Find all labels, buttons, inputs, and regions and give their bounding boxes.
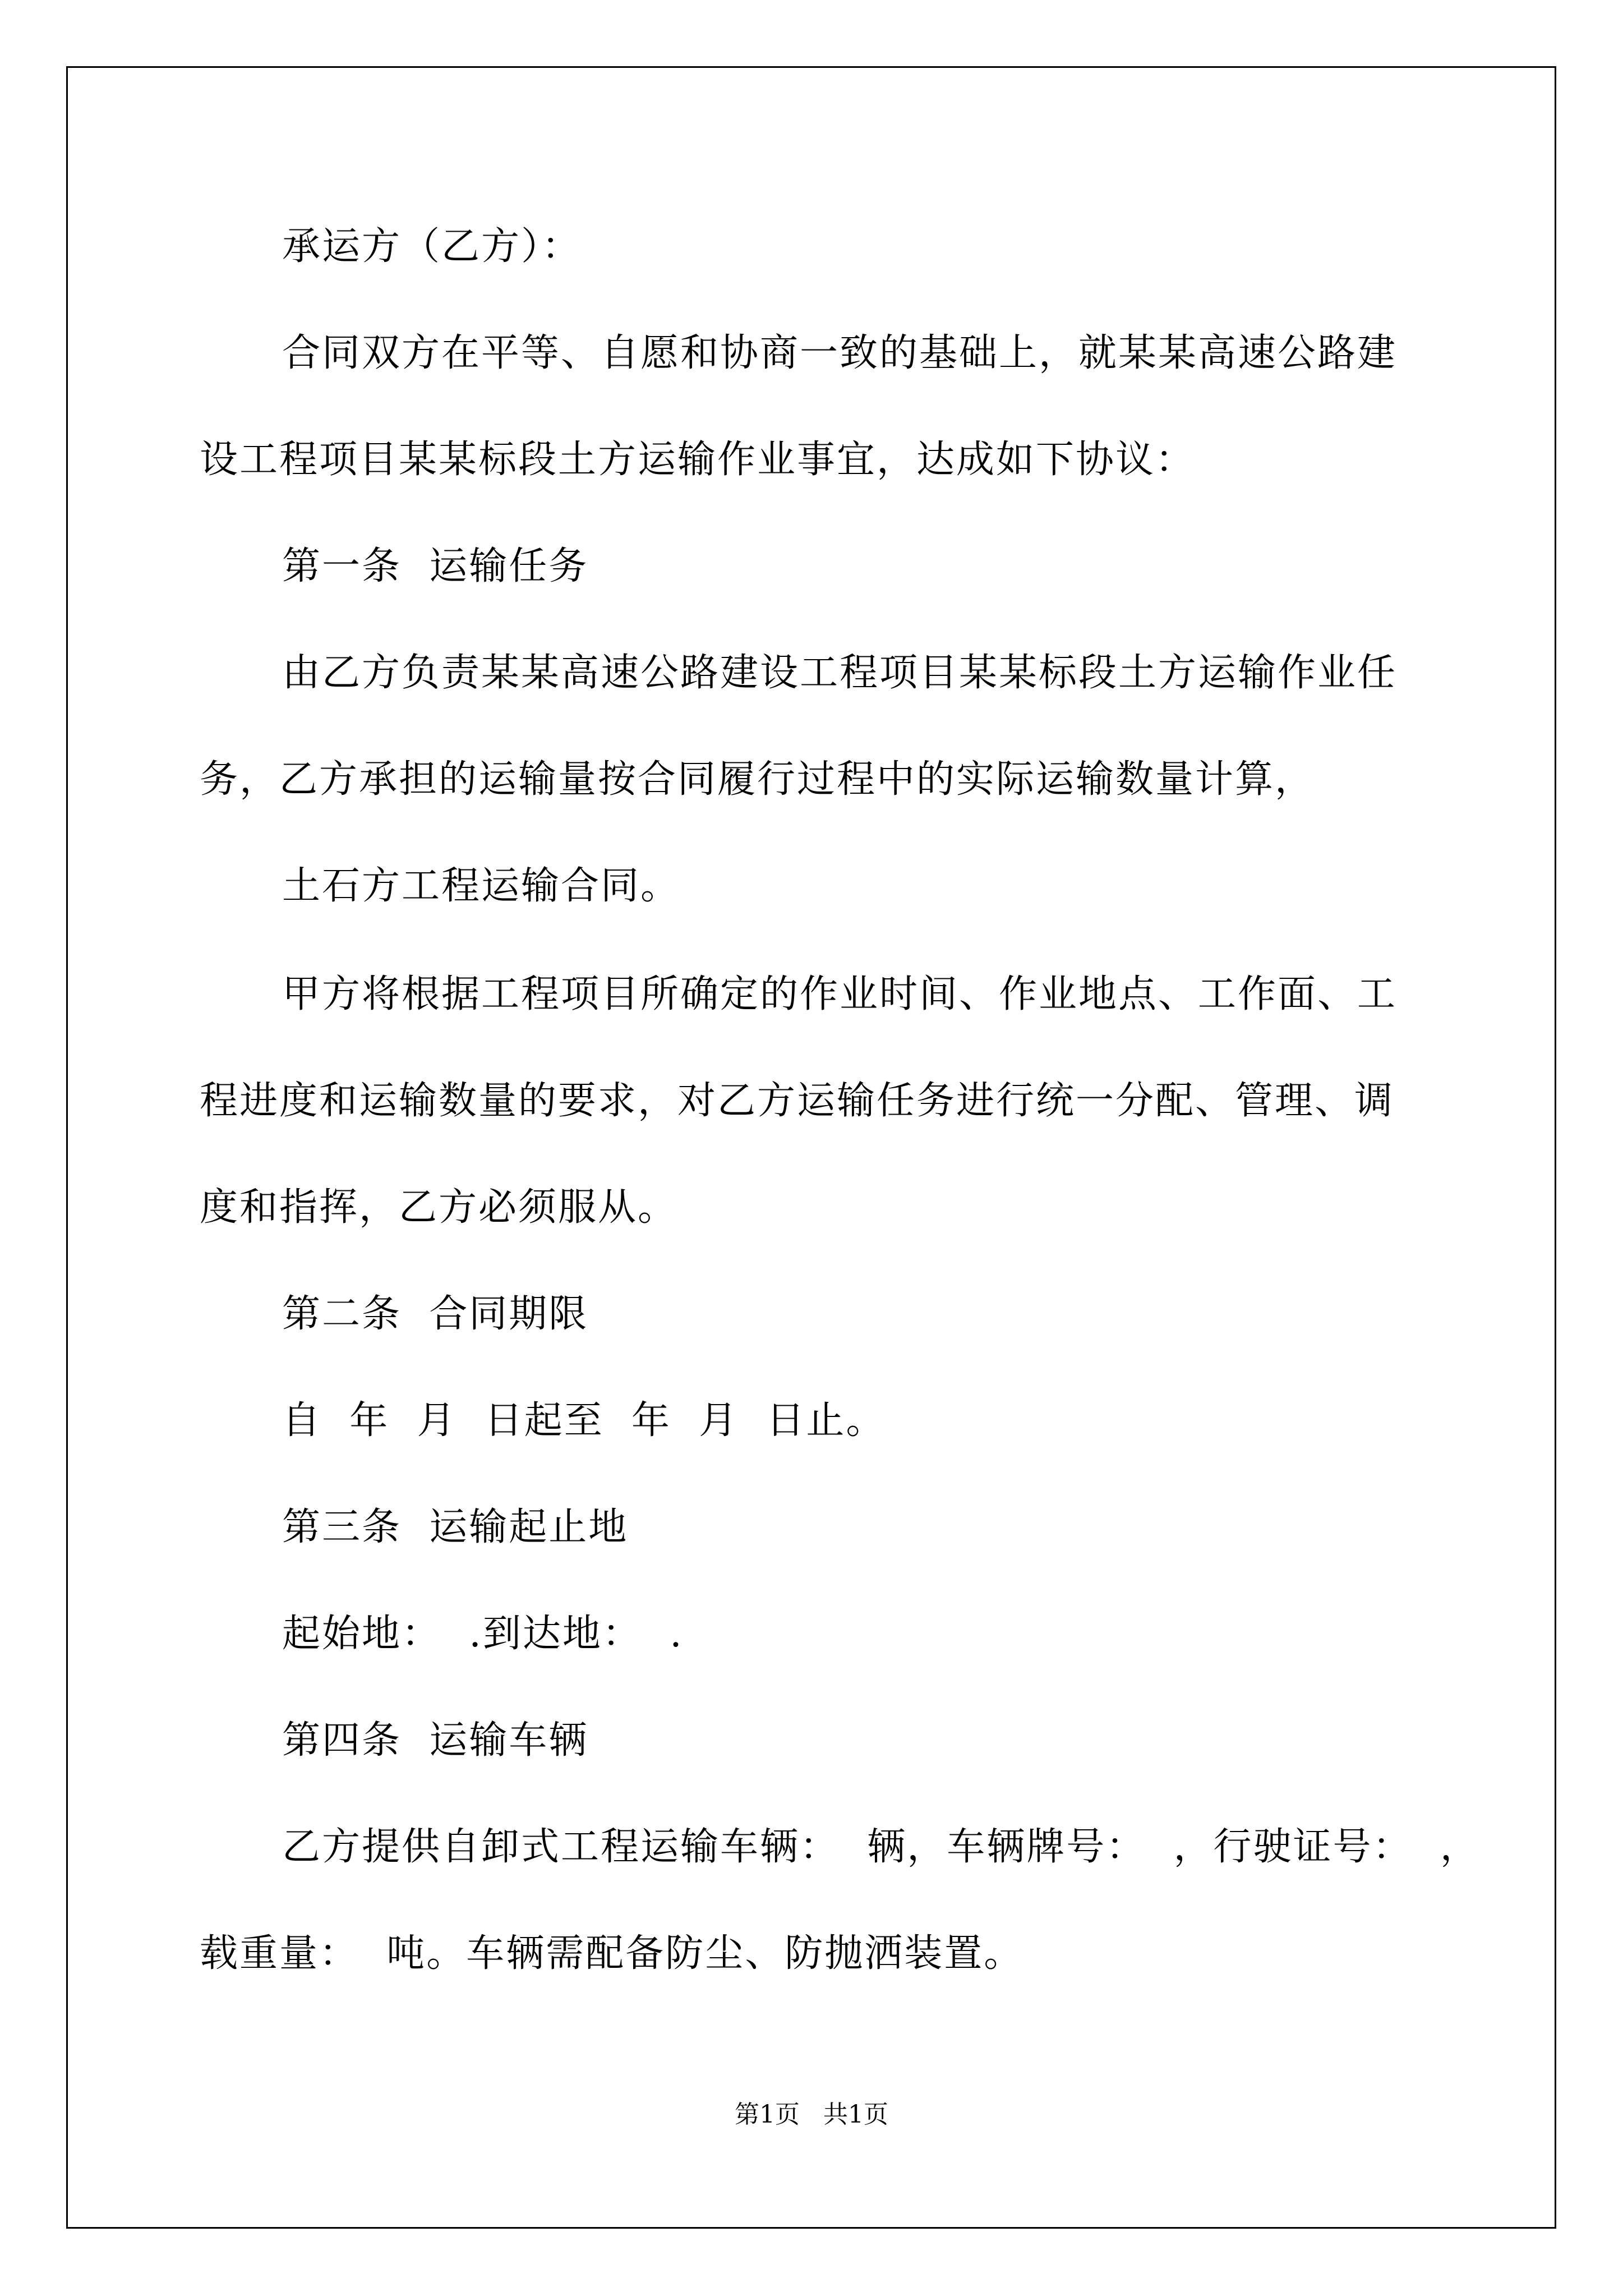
- paragraph-line: 由乙方负责某某高速公路建设工程项目某某标段土方运输作业任: [282, 651, 1398, 695]
- paragraph-line: 程进度和运输数量的要求，对乙方运输任务进行统一分配、管理、调: [200, 1079, 1395, 1123]
- paragraph-line: 起始地： .到达地： .: [282, 1612, 684, 1656]
- article-heading: 第三条 运输起止地: [282, 1505, 629, 1549]
- paragraph-line: 甲方将根据工程项目所确定的作业时间、作业地点、工作面、工: [282, 972, 1398, 1016]
- paragraph-line: 土石方工程运输合同。: [282, 864, 681, 908]
- paragraph-line: 自 年 月 日起至 年 月 日止。: [282, 1398, 886, 1443]
- paragraph-line: 载重量： 吨。车辆需配备防尘、防抛洒装置。: [200, 1931, 1024, 1976]
- page-border: [66, 66, 1556, 2229]
- paragraph-line: 度和指挥，乙方必须服从。: [200, 1185, 678, 1230]
- article-heading: 第四条 运输车辆: [282, 1718, 589, 1763]
- article-heading: 第一条 运输任务: [282, 544, 589, 588]
- page-number-footer: 第1页 共1页: [735, 2100, 888, 2129]
- party-b-line: 承运方（乙方）：: [282, 224, 582, 269]
- paragraph-line: 务，乙方承担的运输量按合同履行过程中的实际运输数量计算，: [200, 757, 1315, 802]
- paragraph-line: 乙方提供自卸式工程运输车辆： 辆，车辆牌号： ，行驶证号： ，: [282, 1825, 1480, 1869]
- paragraph-line: 合同双方在平等、自愿和协商一致的基础上，就某某高速公路建: [282, 331, 1398, 375]
- paragraph-line: 设工程项目某某标段土方运输作业事宜，达成如下协议：: [200, 438, 1196, 482]
- article-heading: 第二条 合同期限: [282, 1292, 589, 1336]
